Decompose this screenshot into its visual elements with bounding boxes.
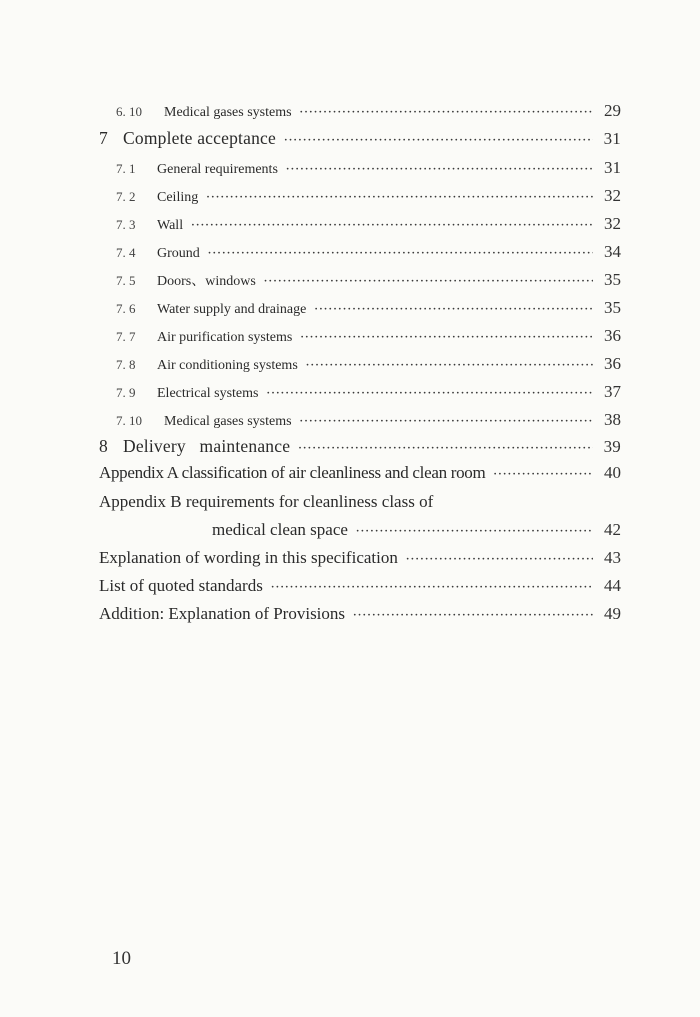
toc-entry-number: 7. 5: [116, 273, 136, 288]
toc-entry[interactable]: [99, 576, 621, 596]
dot-leader: [306, 357, 593, 373]
toc-entry-title: Wall: [157, 218, 184, 233]
toc-entry[interactable]: [99, 548, 621, 568]
toc-entry[interactable]: [212, 520, 621, 540]
dot-leader: [208, 245, 593, 261]
dot-leader: [191, 217, 593, 233]
toc-entry-title: Appendix B requirements for cleanliness class of: [99, 492, 434, 511]
dot-leader: [356, 520, 593, 540]
toc-entry-number: 7. 9: [116, 385, 136, 400]
toc-entry-title: Medical gases systems: [164, 414, 292, 429]
toc-entry-number: 7. 6: [116, 301, 136, 316]
toc-entry-page: 31: [604, 158, 621, 177]
toc-entry-page: 40: [604, 463, 621, 482]
toc-entry-page: 43: [604, 548, 621, 567]
toc-entry-title: Addition: Explanation of Provisions: [99, 604, 346, 623]
toc-entry[interactable]: [116, 382, 621, 402]
dot-leader: [271, 576, 593, 596]
toc-entry-title: List of quoted standards: [99, 576, 263, 595]
dot-leader: [298, 437, 593, 457]
dot-leader: [266, 385, 593, 401]
toc-entry[interactable]: [99, 604, 621, 624]
toc-entry-title: Doors、windows: [157, 274, 256, 289]
dot-leader: [314, 301, 593, 317]
toc-entry-page: 37: [604, 382, 621, 401]
page-number: 10: [112, 948, 131, 969]
dot-leader: [206, 189, 593, 205]
toc-entry-title: Complete acceptance: [123, 128, 276, 148]
toc-entry-number: 7. 8: [116, 357, 136, 372]
toc-entry-page: 38: [604, 410, 621, 429]
toc-entry-number: 7: [99, 128, 108, 148]
toc-entry-page: 49: [604, 604, 621, 623]
toc-entry[interactable]: [116, 158, 621, 178]
toc-entry-page: 42: [604, 520, 621, 539]
toc-entry[interactable]: [116, 270, 621, 290]
toc-entry-title: Appendix A classification of air cleanliness and clean room: [99, 463, 486, 482]
dot-leader: [493, 463, 593, 483]
toc-entry-page: 36: [604, 354, 621, 373]
dot-leader: [300, 104, 593, 120]
dot-leader: [353, 604, 593, 624]
toc-entry-page: 32: [604, 214, 621, 233]
toc-entry-number: 7. 1: [116, 161, 136, 176]
toc-entry-page: 31: [603, 129, 621, 148]
toc-entry-page: 36: [604, 326, 621, 345]
toc-entry-number: 8: [99, 436, 108, 456]
toc-entry[interactable]: [99, 463, 621, 483]
toc-entry-number: 7. 7: [116, 329, 136, 344]
toc-entry-page: 35: [604, 270, 621, 289]
toc-entry[interactable]: [116, 186, 621, 206]
toc-entry[interactable]: [99, 128, 621, 149]
toc-entry-page: 39: [603, 437, 621, 456]
toc-entry[interactable]: [116, 354, 621, 374]
dot-leader: [406, 548, 593, 568]
toc-entry[interactable]: [116, 410, 621, 430]
toc-entry[interactable]: [116, 298, 621, 318]
toc-entry[interactable]: [99, 492, 621, 512]
toc-entry-number: 7. 3: [116, 217, 136, 232]
toc-entry[interactable]: [116, 101, 621, 121]
toc-entry-title: medical clean space: [212, 520, 348, 539]
toc-entry-title: Ceiling: [157, 190, 199, 205]
toc-entry-page: 32: [604, 186, 621, 205]
toc-entry-number: 7. 4: [116, 245, 136, 260]
dot-leader: [300, 413, 593, 429]
toc-entry-title: Delivery maintenance: [123, 436, 291, 456]
toc-entry-page: 44: [604, 576, 621, 595]
dot-leader: [264, 273, 593, 289]
toc-entry-title: Explanation of wording in this specification: [99, 548, 398, 567]
dot-leader: [286, 161, 593, 177]
toc-entry[interactable]: [116, 214, 621, 234]
toc-entry[interactable]: [116, 326, 621, 346]
toc-entry-page: 29: [604, 101, 621, 120]
toc-entry-title: Air conditioning systems: [157, 358, 298, 373]
toc-entry-title: Water supply and drainage: [157, 302, 307, 317]
toc-entry-number: 6. 10: [116, 104, 142, 119]
toc-entry-number: 7. 10: [116, 413, 142, 428]
toc-entry-title: Medical gases systems: [164, 105, 292, 120]
toc-entry-title: Ground: [157, 246, 200, 261]
toc-entry-number: 7. 2: [116, 189, 136, 204]
dot-leader: [300, 329, 593, 345]
toc-entry-title: Electrical systems: [157, 386, 259, 401]
toc-entry-title: General requirements: [157, 162, 278, 177]
dot-leader: [284, 129, 593, 149]
toc-entry[interactable]: [116, 242, 621, 262]
toc-entry-page: 34: [604, 242, 621, 261]
toc-entry-title: Air purification systems: [157, 330, 293, 345]
toc-entry-page: 35: [604, 298, 621, 317]
toc-entry[interactable]: [99, 436, 621, 457]
